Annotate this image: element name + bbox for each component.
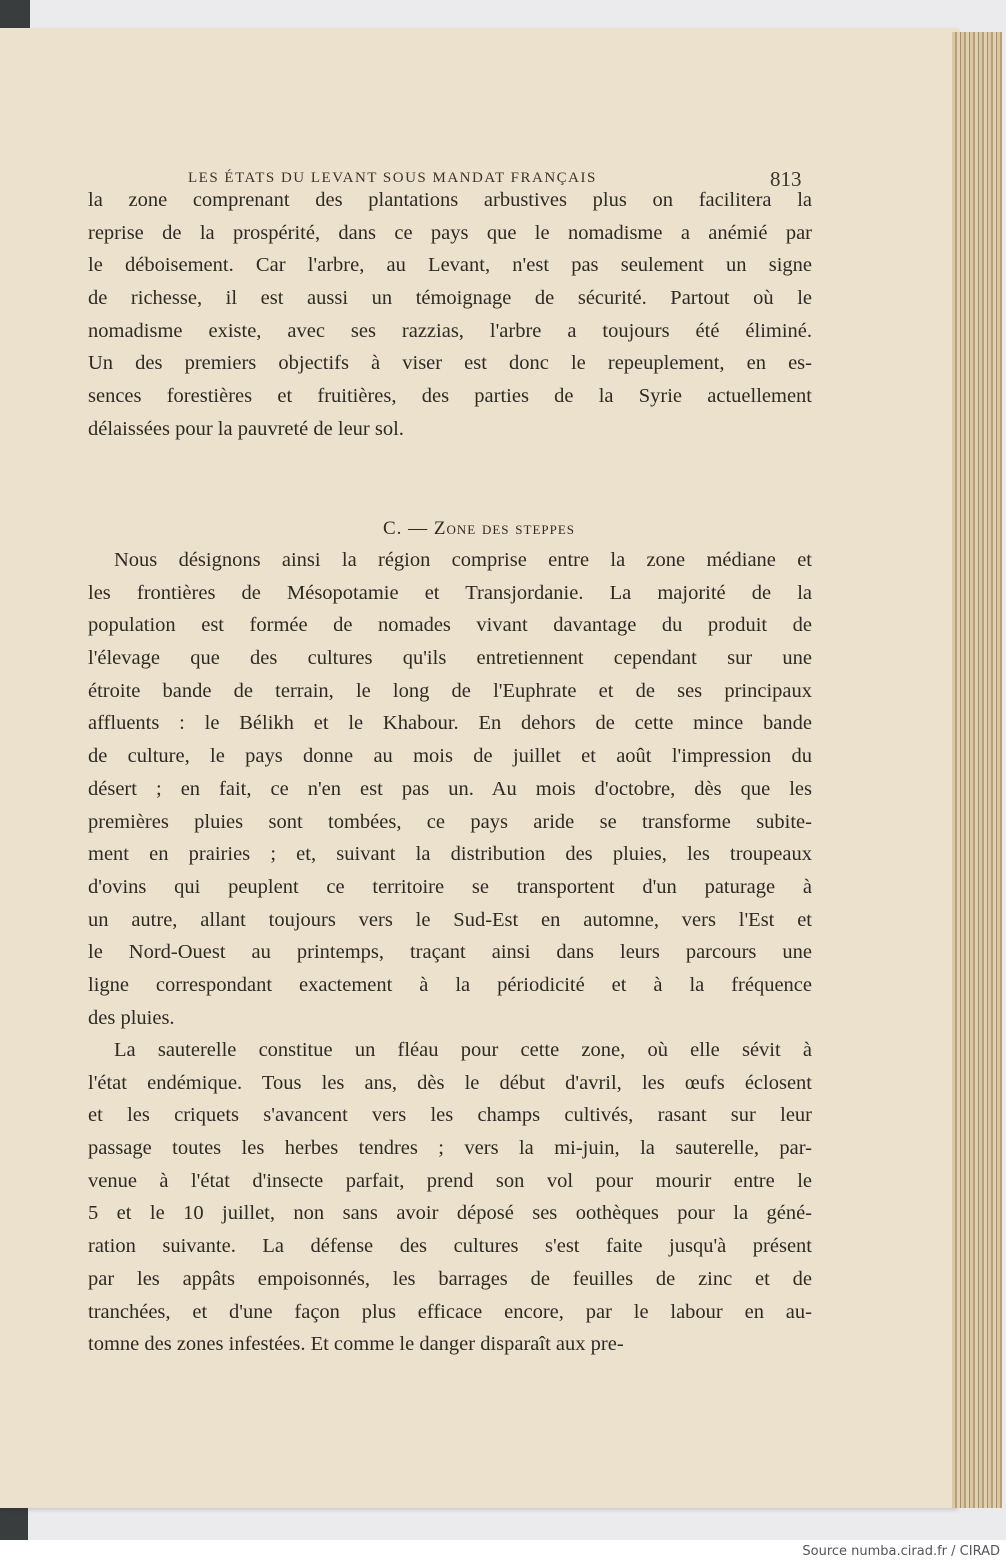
text-line: la zone comprenant des plantations arbustives plus on facilitera la [88, 189, 812, 211]
book-page [0, 28, 958, 1508]
text-line: venue à l'état d'insecte parfait, prend son vol pour mourir entre le [88, 1169, 812, 1192]
text-line: désert ; en fait, ce n'en est pas un. Au mois d'octobre, dès que les [88, 777, 812, 800]
scan-clip-bottom [0, 1508, 28, 1540]
text-line: des pluies. [88, 1006, 175, 1029]
text-line: reprise de la prospérité, dans ce pays que le nomadisme a anémié par [88, 221, 812, 244]
text-line: et les criquets s'avancent vers les champs cultivés, rasant sur leur [88, 1104, 812, 1127]
text-line: délaissées pour la pauvreté de leur sol. [88, 417, 404, 440]
running-title: LES ÉTATS DU LEVANT SOUS MANDAT FRANÇAIS [188, 170, 597, 186]
text-line: le Nord-Ouest au printemps, traçant ainsi dans leurs parcours une [88, 941, 812, 964]
text-line: par les appâts empoisonnés, les barrages de feuilles de zinc et de [88, 1267, 812, 1290]
text-line: premières pluies sont tombées, ce pays aride se transforme subite- [88, 810, 812, 833]
text-line: Un des premiers objectifs à viser est donc le repeuplement, en es- [88, 352, 812, 375]
scan-clip-top [0, 0, 30, 28]
text-line: le déboisement. Car l'arbre, au Levant, n'est pas seulement un signe [88, 254, 812, 277]
paragraph-2 [88, 544, 812, 1034]
text-line: étroite bande de terrain, le long de l'Euphrate et de ses principaux [88, 679, 812, 702]
source-credit: Source numba.cirad.fr / CIRAD [802, 1544, 1000, 1559]
text-line: nomadisme existe, avec ses razzias, l'arbre a toujours été éliminé. [88, 319, 812, 342]
text-line: sences forestières et fruitières, des parties de la Syrie actuellement [88, 385, 812, 408]
section-heading-prefix: C. — [382, 518, 434, 539]
text-line: 5 et le 10 juillet, non sans avoir déposé ses oothèques pour la géné- [88, 1202, 812, 1225]
text-line: ment en prairies ; et, suivant la distribution des pluies, les troupeaux [88, 843, 812, 866]
section-heading-title: Zone des steppes [433, 518, 576, 539]
text-line: les frontières de Mésopotamie et Transjordanie. La majorité de la [88, 581, 812, 604]
text-line: Nous désignons ainsi la région comprise entre la zone médiane et [114, 549, 812, 571]
page-number: 813 [770, 167, 802, 191]
text-line: tomne des zones infestées. Et comme le danger disparaît aux pre- [88, 1333, 624, 1356]
text-line: tranchées, et d'une façon plus efficace encore, par le labour en au- [88, 1300, 812, 1323]
text-line: de culture, le pays donne au mois de juillet et août l'impression du [88, 745, 812, 768]
text-line: l'élevage que des cultures qu'ils entretiennent cependant sur une [88, 647, 812, 670]
paragraph-1 [88, 184, 812, 446]
text-line: ligne correspondant exactement à la périodicité et à la fréquence [88, 973, 812, 996]
text-line: passage toutes les herbes tendres ; vers la mi-juin, la sauterelle, par- [88, 1137, 812, 1160]
text-line: ration suivante. La défense des cultures s'est faite jusqu'à présent [88, 1235, 812, 1258]
text-line: population est formée de nomades vivant davantage du produit de [88, 614, 812, 637]
text-line: un autre, allant toujours vers le Sud-Est en automne, vers l'Est et [88, 908, 812, 931]
paragraph-3 [88, 1034, 812, 1361]
page-edge [952, 32, 1002, 1508]
text-line: d'ovins qui peuplent ce territoire se transportent d'un paturage à [88, 875, 812, 898]
text-line: affluents : le Bélikh et le Khabour. En dehors de cette mince bande [88, 712, 812, 735]
text-line: La sauterelle constitue un fléau pour cette zone, où elle sévit à [114, 1039, 812, 1061]
text-line: l'état endémique. Tous les ans, dès le début d'avril, les œufs éclosent [88, 1071, 812, 1094]
section-heading [0, 518, 958, 540]
text-line: de richesse, il est aussi un témoignage de sécurité. Partout où le [88, 287, 812, 310]
